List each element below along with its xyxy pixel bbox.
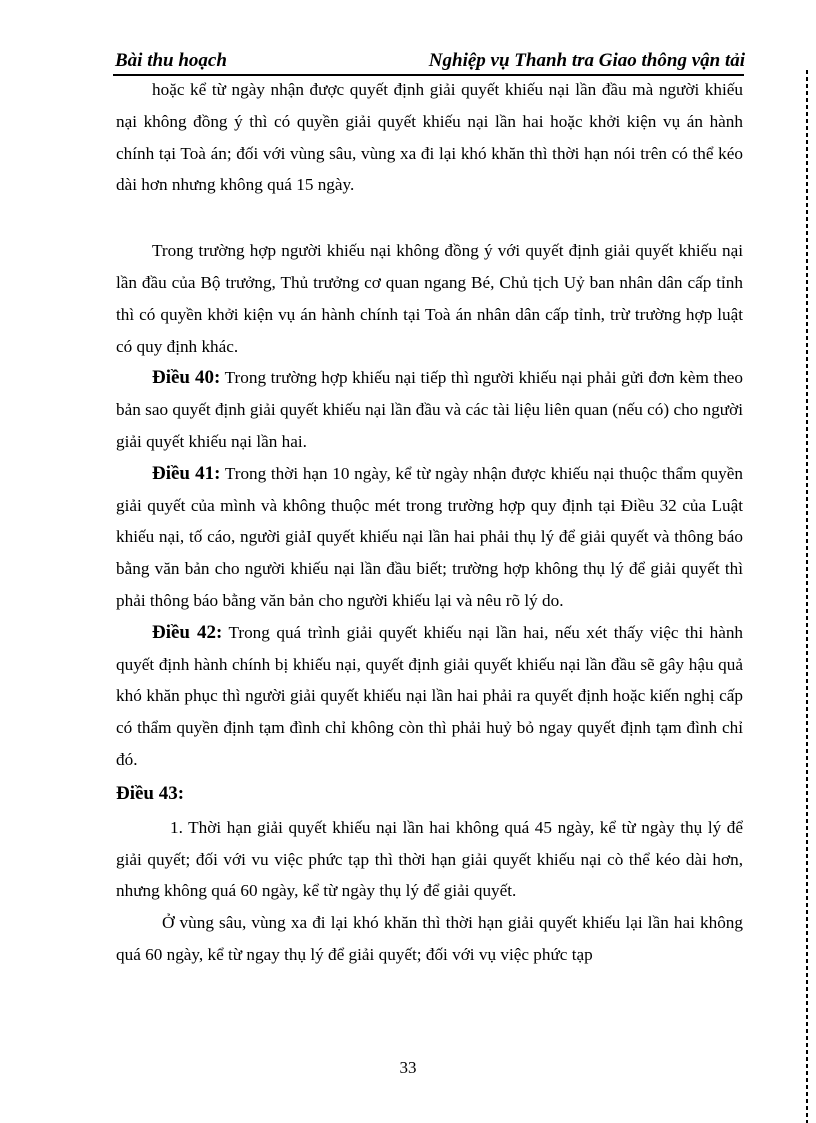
- article-40-label: Điều 40:: [152, 367, 221, 389]
- article-41-text: Trong thời hạn 10 ngày, kể từ ngày nhận được khiếu nại thuộc thẩm quyền giải quyết của mình và không thuộc mét trong trường hợp quy định tại Điều 32 của Luật khiếu nại, tố cáo, người giảI quyết khiếu nại lần hai phải thụ lý để giải quyết và thông báo bằng văn bản cho người khiếu nại lần đầu biết; trường hợp không thụ lý để giải quyết thì phải thông báo bằng văn bản cho người khiếu lại và nêu rõ lý do.: [116, 463, 744, 610]
- article-41-label: Điều 41:: [152, 462, 221, 484]
- page-header: [115, 50, 745, 74]
- page-border-right: [806, 70, 808, 1123]
- paragraph-continuation: hoặc kể từ ngày nhận được quyết định giải quyết khiếu nại lần đầu mà người khiếu nại không đồng ý thì có quyền giải quyết khiếu nại lần hai hoặc khởi kiện vụ án hành chính tại Toà án; đối với vùng sâu, vùng xa đi lại khó khăn thì thời hạn nói trên có thể kéo dài hơn nhưng không quá 15 ngày.: [116, 80, 743, 195]
- article-41: [116, 458, 743, 617]
- paragraph: Trong trường hợp người khiếu nại không đồng ý với quyết định giải quyết khiếu nại lần đầu của Bộ trưởng, Thủ trưởng cơ quan ngang Bé, Chủ tịch Uỷ ban nhân dân cấp tỉnh thì có quyền khởi kiện vụ án hành chính tại Toà án nhân dân cấp tỉnh, trừ trường hợp luật có quy định khác.: [116, 241, 743, 356]
- header-right-title: Nghiệp vụ Thanh tra Giao thông vận tải: [428, 50, 745, 71]
- article-43-item-1: 1. Thời hạn giải quyết khiếu nại lần hai không quá 45 ngày, kể từ ngày thụ lý để giải quyết; đối với vu việc phức tạp thì thời hạn giải quyết khiếu nại cò thể kéo dài hơn, nhưng không quá 60 ngày, kể từ ngày thụ lý để giải quyết.: [116, 817, 743, 901]
- page-number: 33: [399, 1058, 417, 1077]
- header-left-title: Bài thu hoạch: [115, 50, 227, 71]
- article-42: [116, 617, 743, 776]
- document-body: [116, 74, 743, 971]
- article-40-text: Trong trường hợp khiếu nại tiếp thì người khiếu nại phải gửi đơn kèm theo bản sao quyết định giải quyết khiếu nại lần đầu và các tài liệu liên quan (nếu có) cho người giải quyết khiếu nại lần hai.: [116, 368, 744, 451]
- article-42-label: Điều 42:: [152, 621, 223, 643]
- paragraph-gap: [116, 201, 743, 235]
- article-42-text: Trong quá trình giải quyết khiếu nại lần hai, nếu xét thấy việc thi hành quyết định hành chính bị khiếu nại, quyết định giải quyết khiếu nại lần đầu sẽ gây hậu quả khó khăn phục thì người giải quyết khiếu nại lần hai phải ra quyết định hoặc kiến nghị cấp có thẩm quyền định tạm đình chỉ không còn thì phải huỷ bỏ ngay quyết định tạm đình chỉ đó.: [116, 622, 744, 769]
- article-43-item-2: Ở vùng sâu, vùng xa đi lại khó khăn thì thời hạn giải quyết khiếu lại lần hai không quá 60 ngày, kể từ ngay thụ lý để giải quyết; đối với vụ việc phức tạp: [116, 913, 743, 964]
- article-40: [116, 362, 743, 457]
- article-43-heading: Điều 43:: [116, 782, 185, 804]
